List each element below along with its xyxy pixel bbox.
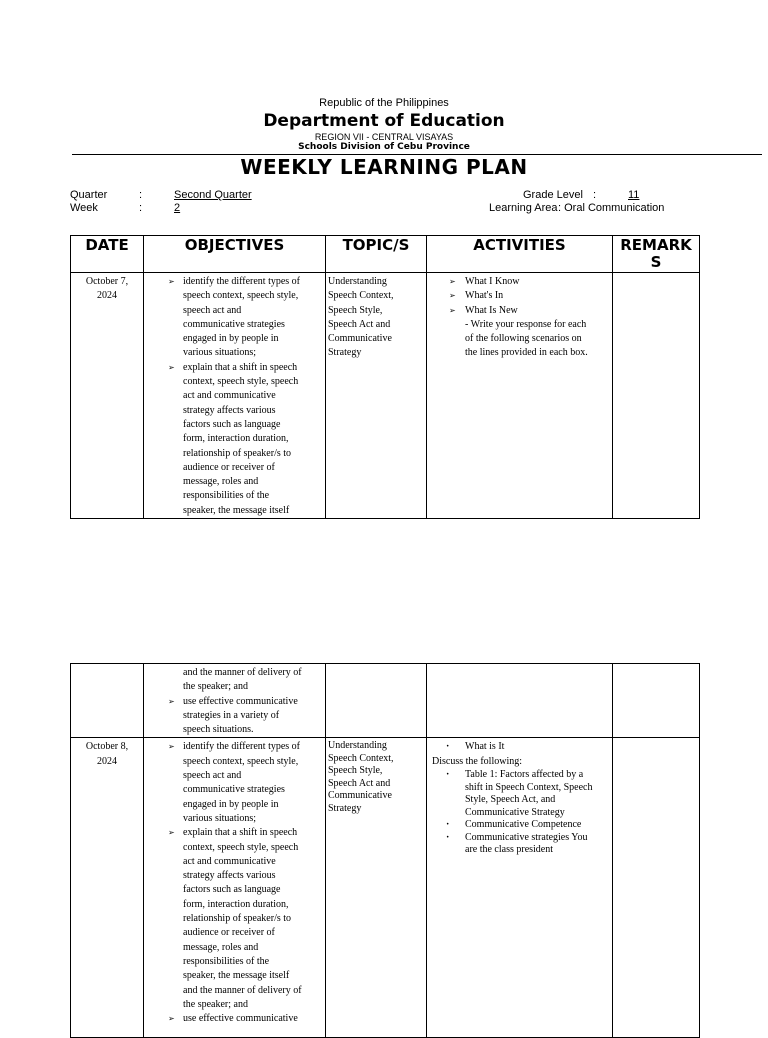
objective-continued: and the manner of delivery of the speaker; and <box>183 667 302 693</box>
table-row <box>71 273 700 519</box>
topic-cell-empty <box>326 664 427 738</box>
week-colon: : <box>139 202 143 214</box>
activities-cell <box>427 273 613 519</box>
activity-note: - Write your response for each of the following scenarios on the lines provided in each box. <box>465 318 588 359</box>
remarks-cell <box>613 273 700 519</box>
activity-discuss: Discuss the following: <box>432 756 522 768</box>
header-remarks: REMARK S <box>613 236 700 273</box>
activity-what-is-it: · What is It <box>427 740 610 754</box>
objectives-cell <box>144 738 326 1038</box>
header-date: DATE <box>71 236 144 273</box>
week-value: 2 <box>174 202 181 214</box>
activity-item-1: ➢ What I Know <box>427 275 610 289</box>
objectives-list <box>144 740 323 1026</box>
remarks-cell <box>613 664 700 738</box>
page-title: WEEKLY LEARNING PLAN <box>240 155 528 179</box>
department-name: Department of Education <box>263 111 505 131</box>
topic-cell: Understanding Speech Context, Speech Style, Speech Act and Communicative Strategy <box>326 738 427 1038</box>
quarter-colon: : <box>139 189 143 201</box>
objectives-list <box>144 695 323 738</box>
table-row <box>71 738 700 1038</box>
table-header-row <box>71 236 700 273</box>
plan-table-page2 <box>70 663 700 1038</box>
discussion-item-3: · Communicative strategies You are the class president <box>427 832 610 857</box>
activities-list <box>427 740 610 754</box>
area-value: : Oral Communication <box>558 202 665 214</box>
discussion-list <box>427 769 610 857</box>
date-cell: October 8, 2024 <box>71 738 144 1038</box>
quarter-value: Second Quarter <box>174 189 252 201</box>
republic-line: Republic of the Philippines <box>319 97 449 109</box>
grade-label: Grade Level <box>523 189 583 201</box>
objective-item-3: ➢ use effective communicative strategies in a variety of speech situations. <box>144 695 323 738</box>
discussion-item-2: · Communicative Competence <box>427 819 610 832</box>
quarter-label: Quarter <box>70 189 108 201</box>
activity-item-3: ➢ What Is New <box>427 304 610 318</box>
region-line: REGION VII - CENTRAL VISAYAS <box>314 132 454 142</box>
activities-cell-empty <box>427 664 613 738</box>
area-label: Learning Area <box>489 202 558 214</box>
activities-cell <box>427 738 613 1038</box>
objectives-cell-continued <box>144 664 326 738</box>
activities-list <box>427 275 610 361</box>
topic-cell: Understanding Speech Context, Speech Style, Speech Act and Communicative Strategy <box>326 273 427 519</box>
week-label: Week <box>70 202 98 214</box>
objective-item-1: ➢ identify the different types of speech context, speech style, speech act and communicative strategies engaged in by people in various situations; <box>144 275 323 361</box>
objective-item-2: ➢ explain that a shift in speech context, speech style, speech act and communicative strategy affects various factors such as language form, interaction duration, relationship of speaker/s to audience or receiver of message, roles and responsibilities of the speaker, the message itself and the manner of delivery of the speaker; and <box>144 826 323 1012</box>
objective-item-2: ➢ explain that a shift in speech context, speech style, speech act and communicative strategy affects various factors such as language form, interaction duration, relationship of speaker/s to audience or receiver of message, roles and responsibilities of the speaker, the message itself <box>144 361 323 518</box>
remarks-cell <box>613 738 700 1038</box>
division-line: Schools Division of Cebu Province <box>298 142 470 152</box>
grade-value: 11 <box>628 189 640 201</box>
date-cell-empty <box>71 664 144 738</box>
objective-item-3: ➢ use effective communicative <box>144 1012 323 1026</box>
plan-table-page1 <box>70 235 700 519</box>
header-activities: ACTIVITIES <box>427 236 613 273</box>
table-row <box>71 664 700 738</box>
header-topics: TOPIC/S <box>326 236 427 273</box>
objectives-list <box>144 275 323 518</box>
objectives-cell <box>144 273 326 519</box>
grade-colon: : <box>593 189 597 201</box>
date-cell: October 7, 2024 <box>71 273 144 519</box>
activity-item-2: ➢ What's In <box>427 289 610 303</box>
objective-item-1: ➢ identify the different types of speech context, speech style, speech act and communicative strategies engaged in by people in various situations; <box>144 740 323 826</box>
discussion-item-1: · Table 1: Factors affected by a shift in Speech Context, Speech Style, Speech Act, and Communicative Strategy <box>427 769 610 819</box>
header-objectives: OBJECTIVES <box>144 236 326 273</box>
